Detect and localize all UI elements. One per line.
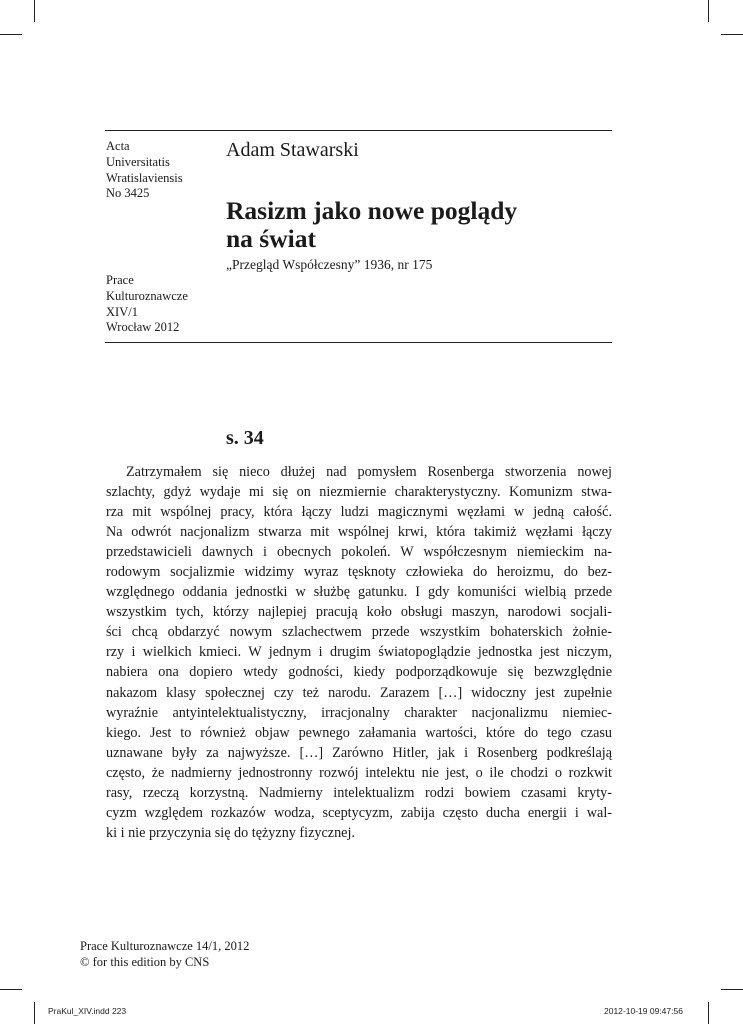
text-line: rodowym socjalizmie widzimy wyraz tęsknoty człowieka do heroizmu, do bez-: [106, 564, 612, 581]
text-line: często, że nadmierny jednostronny rozwój intelektu nie jest, o ile chodzi o rozkwit: [106, 764, 612, 781]
article-source: „Przegląd Współczesny” 1936, nr 175: [226, 257, 433, 272]
text-line: rza mit wspólnej pracy, która łączy ludzi magicznymi węzłami w jedną całość.: [106, 504, 612, 521]
text-line: wszystkim tych, którzy najlepiej pracują koło obsługi maszyn, narodowi socjali-: [106, 604, 612, 621]
text-line: nabiera ona dopiero wtedy godności, kiedy podporządkowuje się bezwzględnie: [106, 664, 612, 681]
text-line: rasy, rzeczą korzystną. Nadmierny intelektualizm rodzi bowiem czasami kryty-: [106, 784, 612, 801]
header-top-rule: [105, 130, 612, 131]
article-author: Adam Stawarski: [226, 139, 359, 161]
series-line: XIV/1: [106, 304, 138, 319]
footer-copyright: © for this edition by CNS: [80, 955, 210, 969]
text-line: szlachty, gdyż wydaje mi się on niezmiernie charakterystyczny. Komunizm stwa-: [106, 484, 612, 501]
crop-mark-bottom-right-vertical: [708, 1002, 709, 1024]
journal-line: Universitatis: [106, 154, 170, 169]
text-line: Zatrzymałem się nieco dłużej nad pomysłem Rosenberga stworzenia nowej: [126, 464, 612, 480]
text-line: przedstawicieli dawnych i obecnych pokoleń. W współczesnym niemieckim na-: [106, 544, 612, 561]
text-line: względnego oddania jednostki w służbę gatunku. I gdy komuniści wielbią przede: [106, 584, 612, 601]
text-line: kiego. Jest to również objaw pewnego załamania wartości, które do tego czasu: [106, 724, 612, 741]
crop-mark-top-left-horizontal: [0, 34, 22, 35]
journal-line: No 3425: [106, 186, 150, 201]
crop-mark-bottom-right-horizontal: [721, 989, 743, 990]
text-line: uznawane były za najwyższe. […] Zarówno Hitler, jak i Rosenberg podkreślają: [106, 744, 612, 761]
journal-line: Wratislaviensis: [106, 170, 183, 185]
crop-mark-top-right-horizontal: [721, 34, 743, 35]
crop-mark-bottom-left-vertical: [34, 1002, 35, 1024]
text-line: rzy i wielkich kmieci. W jednym i drugim światopoglądzie jednostka jest niczym,: [106, 644, 612, 661]
journal-info: [106, 139, 183, 202]
header-bottom-rule: [105, 342, 612, 343]
page-footer: [80, 938, 249, 970]
article-title-line: Rasizm jako nowe poglądy: [226, 196, 518, 225]
slug-timestamp: 2012-10-19 09:47:56: [604, 1006, 683, 1016]
article-title: [226, 197, 606, 253]
series-line: Kulturoznawcze: [106, 288, 188, 303]
slug-file: PraKul_XIV.indd 223: [48, 1006, 127, 1016]
text-line: Na odwrót nacjonalizm stwarza mit wspólnej krwi, która takimiż węzłami łączy: [106, 524, 612, 541]
section-heading: s. 34: [226, 427, 264, 449]
series-info: [106, 273, 188, 336]
crop-mark-top-right-vertical: [708, 0, 709, 22]
text-line: nakazom klasy społecznej czy też narodu. Zarazem […] widoczny jest zupełnie: [106, 684, 612, 701]
article-title-line: na świat: [226, 224, 316, 253]
crop-mark-bottom-left-horizontal: [0, 989, 22, 990]
text-line: wyraźnie antyintelektualistyczny, irracjonalny charakter nacjonalizmu niemiec-: [106, 704, 612, 721]
crop-mark-top-left-vertical: [34, 0, 35, 22]
series-line: Prace: [106, 273, 134, 287]
text-line: ści chcą obdarzyć nowym szlachectwem przede wszystkim bohaterskich żołnie-: [106, 624, 612, 641]
series-line: Wrocław 2012: [106, 320, 180, 335]
text-line: cyzm względem rozkazów wodza, sceptycyzm, zabija często ducha energii i wal-: [106, 804, 612, 821]
text-line: ki i nie przyczynia się do tężyzny fizycznej.: [106, 824, 355, 841]
footer-journal: Prace Kulturoznawcze 14/1, 2012: [80, 939, 250, 953]
journal-line: Acta: [106, 139, 130, 153]
body-paragraph: [106, 462, 612, 843]
